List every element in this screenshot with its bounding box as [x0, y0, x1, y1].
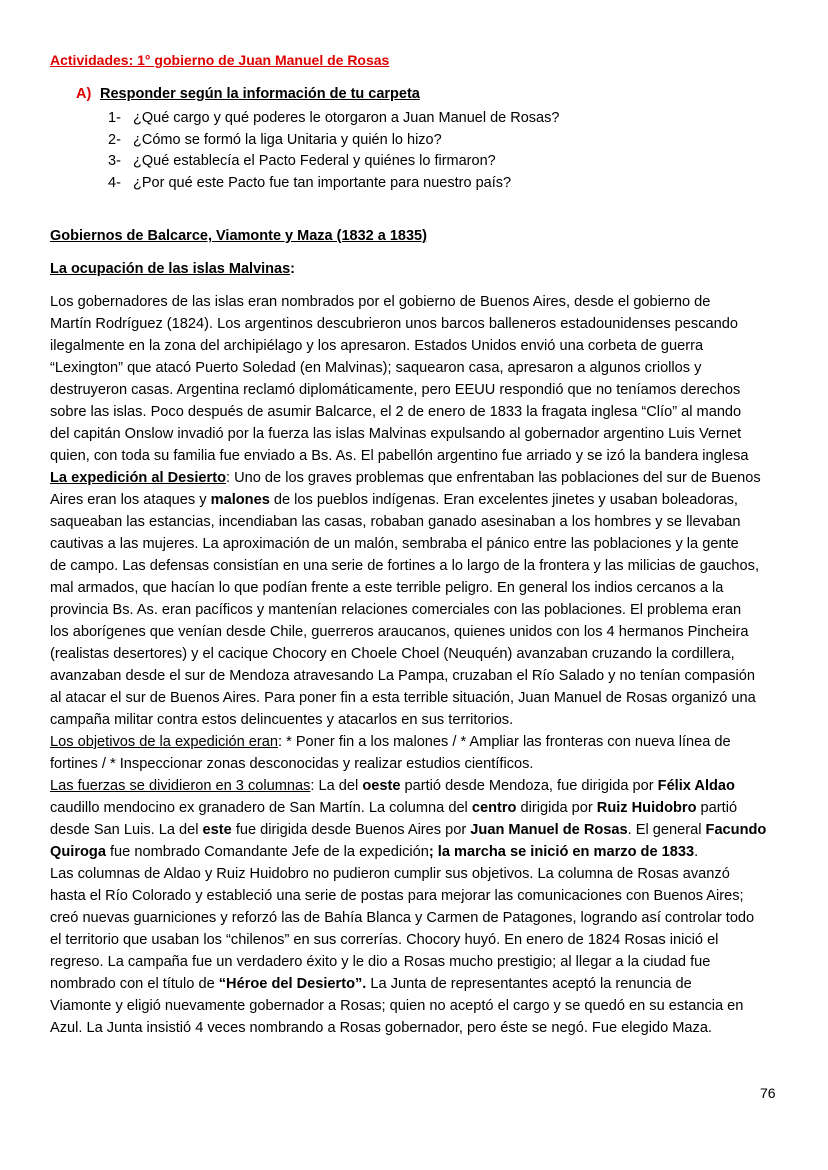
text-line: destruyeron casas. Argentina reclamó diplomáticamente, pero EEUU respondió que no teníamos derechos	[50, 382, 741, 398]
list-item	[108, 151, 559, 173]
text-span: nombrado con el título de	[50, 976, 219, 992]
text-line: sobre las islas. Poco después de asumir Balcarce, el 2 de enero de 1833 la fragata inglesa “Clío” al mando	[50, 404, 742, 420]
question-text: ¿Qué cargo y qué poderes le otorgaron a Juan Manuel de Rosas?	[133, 110, 560, 126]
text-span: dirigida por	[516, 800, 597, 816]
text-line	[50, 489, 780, 511]
bold-term: Facundo	[705, 822, 767, 838]
text-line: (realistas desertores) y el cacique Chocory en Choele Choel (Neuquén) avanzaban cruzando la cordillera,	[50, 646, 735, 662]
malvinas-title: La ocupación de las islas Malvinas	[50, 261, 291, 277]
text-line	[50, 819, 780, 841]
text-line: mal armados, que hacían lo que podían frente a este terrible peligro. En general los indios cercanos a la	[50, 580, 724, 596]
text-line: campaña militar contra estos delincuentes y atacarlos en sus territorios.	[50, 712, 514, 728]
text-span: .	[694, 844, 699, 860]
question-text: ¿Qué establecía el Pacto Federal y quiénes lo firmaron?	[133, 153, 496, 169]
text-span: fue dirigida desde Buenos Aires por	[231, 822, 471, 838]
question-number: 1-	[108, 110, 121, 126]
text-line: Azul. La Junta insistió 4 veces nombrando a Rosas gobernador, pero éste se negó. Fue elegido Maza.	[50, 1020, 712, 1036]
question-text: ¿Por qué este Pacto fue tan importante para nuestro país?	[133, 174, 512, 191]
text-span: caudillo mendocino ex granadero de San Martín. La columna del	[50, 800, 472, 816]
text-span: : Uno de los graves problemas que enfrentaban las poblaciones del sur de Buenos	[226, 470, 761, 486]
text-line: fortines / * Inspeccionar zonas desconocidas y realizar estudios científicos.	[50, 756, 534, 772]
text-line	[50, 467, 780, 489]
bold-term: este	[202, 822, 232, 838]
text-line: provincia Bs. As. eran pacíficos y mantenían relaciones comerciales con las poblaciones. El problema eran	[50, 602, 742, 618]
text-line: Las columnas de Aldao y Ruiz Huidobro no pudieron cumplir sus objetivos. La columna de Rosas avanzó	[50, 866, 730, 882]
text-span: partió	[696, 800, 738, 816]
malvinas-heading	[50, 261, 295, 277]
text-line: Martín Rodríguez (1824). Los argentinos descubrieron unos barcos balleneros estadounidenses pescando	[50, 316, 738, 332]
text-span: fue nombrado Comandante Jefe de la expedición	[105, 844, 429, 860]
text-line: el territorio que usaban los “chilenos” en sus correrías. Chocory huyó. En enero de 1824 Rosas inició el	[50, 932, 719, 948]
question-number: 2-	[108, 131, 121, 148]
bold-term: Félix Aldao	[657, 778, 735, 794]
question-number: 4-	[108, 174, 121, 191]
text-span: partió desde Mendoza, fue dirigida por	[400, 778, 658, 794]
list-item	[108, 173, 559, 195]
bold-term: Quiroga	[50, 844, 106, 860]
text-line	[50, 973, 780, 995]
text-line: Los gobernadores de las islas eran nombrados por el gobierno de Buenos Aires, desde el gobierno de	[50, 294, 711, 310]
text-line: ilegalmente en la zona del archipiélago y los apresaron. Estados Unidos envió una corbeta de guerra	[50, 338, 704, 354]
text-line: regreso. La campaña fue un verdadero éxito y le dio a Rosas mucho prestigio; al llegar a la ciudad fue	[50, 954, 711, 970]
section-letter: A)	[76, 86, 92, 102]
bold-term: “Héroe del Desierto”.	[218, 976, 367, 992]
text-line: cautivas a las mujeres. La aproximación de un malón, sembraba el pánico entre las poblaciones y la gente	[50, 536, 739, 552]
bold-term: centro	[471, 800, 517, 816]
text-line: de campo. Las defensas consistían en una serie de fortines a lo largo de la frontera y las milicias de gauchos,	[50, 558, 760, 574]
activities-title: Actividades: 1° gobierno de Juan Manuel de Rosas	[50, 52, 390, 68]
bold-term: Juan Manuel de Rosas	[470, 822, 628, 838]
section-title: Responder según la información de tu carpeta	[100, 86, 420, 102]
text-span: : * Poner fin a los malones / * Ampliar las fronteras con nueva línea de	[277, 734, 731, 750]
bold-term: ; la marcha se inició en marzo de 1833	[428, 844, 695, 860]
body-text	[50, 291, 780, 1039]
bold-term: malones	[210, 492, 270, 508]
text-line: avanzaban desde el sur de Mendoza atravesando La Pampa, cruzaban el Río Salado y no tenían compasión	[50, 668, 756, 684]
text-line	[50, 841, 780, 863]
text-line	[50, 775, 780, 797]
text-line	[50, 797, 780, 819]
text-span: de los pueblos indígenas. Eran excelentes jinetes y usaban boleadoras,	[269, 492, 738, 508]
text-line: quien, con toda su familia fue enviado a Bs. As. El pabellón argentino fue arriado y se izó la bandera inglesa	[50, 448, 749, 464]
text-span: . El general	[627, 822, 706, 838]
bold-term: oeste	[362, 778, 401, 794]
question-number: 3-	[108, 153, 121, 169]
text-span: La Junta de representantes aceptó la renuncia de	[366, 976, 692, 992]
question-list	[108, 108, 559, 194]
text-line: saqueaban las estancias, incendiaban las casas, robaban ganado asesinaban a los hombres y se llevaban	[50, 514, 741, 530]
expedition-title: La expedición al Desierto	[50, 470, 226, 486]
text-line: al atacar el sur de Buenos Aires. Para poner fin a esta terrible situación, Juan Manuel de Rosas organizó una	[50, 690, 756, 706]
bold-term: Ruiz Huidobro	[596, 800, 697, 816]
forces-label: Las fuerzas se dividieron en 3 columnas	[50, 778, 311, 794]
text-line: Viamonte y eligió nuevamente gobernador a Rosas; quien no aceptó el cargo y se quedó en su estancia en	[50, 998, 744, 1014]
text-line: los aborígenes que venían desde Chile, guerreros araucanos, quienes unidos con los 4 hermanos Pincheira	[50, 624, 749, 640]
text-line: del capitán Onslow invadió por la fuerza las islas Malvinas expulsando al gobernador argentino Luis Vernet	[50, 426, 742, 442]
list-item	[108, 130, 559, 152]
section-a-heading	[76, 86, 420, 102]
text-span: desde San Luis. La del	[50, 822, 203, 838]
text-line: creó nuevas guarniciones y reforzó las de Bahía Blanca y Carmen de Patagones, logrando así controlar todo	[50, 910, 755, 926]
list-item	[108, 108, 559, 130]
text-line: “Lexington” que atacó Puerto Soledad (en Malvinas); saquearon casa, apresaron a algunos criollos y	[50, 360, 702, 376]
page-number: 76	[760, 1085, 776, 1101]
text-span: Aires eran los ataques y	[50, 492, 211, 508]
malvinas-title-colon: :	[290, 261, 295, 277]
objectives-label: Los objetivos de la expedición eran	[50, 734, 278, 750]
text-line: hasta el Río Colorado y estableció una serie de postas para mejorar las comunicaciones con Buenos Aires;	[50, 888, 744, 904]
governments-title: Gobiernos de Balcarce, Viamonte y Maza (1832 a 1835)	[50, 228, 427, 244]
text-line	[50, 731, 780, 753]
text-span: : La del	[310, 778, 363, 794]
question-text: ¿Cómo se formó la liga Unitaria y quién lo hizo?	[133, 131, 442, 148]
